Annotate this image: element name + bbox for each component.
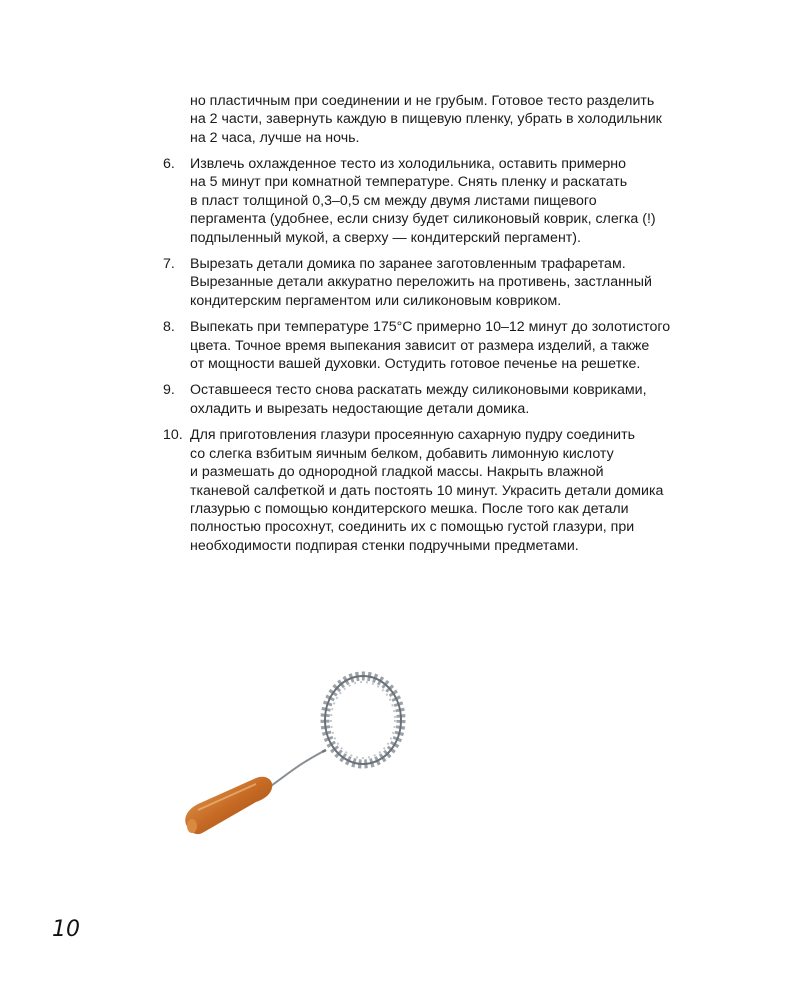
steps-list <box>163 155 723 563</box>
step-number: 9. <box>163 382 175 399</box>
text-line: подпыленный мукой, а сверху — кондитерский пергамент). <box>190 229 581 246</box>
step-9 <box>163 381 723 418</box>
text-line: необходимости подпирая стенки подручными предметами. <box>190 537 579 554</box>
step-number: 8. <box>163 319 175 336</box>
text-line: от мощности вашей духовки. Остудить готовое печенье на решетке. <box>190 356 641 373</box>
step-8 <box>163 318 723 373</box>
step-number: 7. <box>163 256 175 273</box>
text-line: на 5 минут при комнатной температуре. Снять пленку и раскатать <box>190 174 628 191</box>
text-line: Оставшееся тесто снова раскатать между силиконовыми ковриками, <box>190 382 647 399</box>
whisk-icon <box>176 670 426 850</box>
text-line: Вырезанные детали аккуратно переложить на противень, застланный <box>190 274 652 291</box>
text-line: в пласт толщиной 0,3–0,5 см между двумя листами пищевого <box>190 192 597 209</box>
page-number: 10 <box>52 917 80 942</box>
text-line: тканевой салфеткой и дать постоять 10 минут. Украсить детали домика <box>190 482 664 499</box>
text-line: Для приготовления глазури просеянную сахарную пудру соединить <box>190 427 635 444</box>
step-number: 10. <box>163 427 183 444</box>
text-line: цвета. Точное время выпекания зависит от размера изделий, а также <box>190 337 650 354</box>
text-line: Вырезать детали домика по заранее заготовленным трафаретам. <box>190 256 626 273</box>
text-line: и размешать до однородной гладкой массы. Накрыть влажной <box>190 464 604 481</box>
text-line: кондитерским пергаментом или силиконовым ковриком. <box>190 292 562 309</box>
text-line: но пластичным при соединении и не грубым. Готовое тесто разделить <box>190 93 655 109</box>
text-line: Извлечь охлажденное тесто из холодильника, оставить примерно <box>190 156 626 172</box>
continuation-paragraph <box>190 92 710 147</box>
text-line: полностью просохнут, соединить их с помощью густой глазури, при <box>190 519 635 536</box>
step-number: 6. <box>163 156 175 172</box>
text-line: со слегка взбитым яичным белком, добавить лимонную кислоту <box>190 445 614 462</box>
step-6 <box>163 155 723 247</box>
text-line: на 2 части, завернуть каждую в пищевую пленку, убрать в холодильник <box>190 111 662 128</box>
step-10 <box>163 426 723 555</box>
text-line: глазурью с помощью кондитерского мешка. После того как детали <box>190 500 629 517</box>
step-7 <box>163 255 723 310</box>
text-line: Выпекать при температуре 175°С примерно 10–12 минут до золотистого <box>190 319 671 336</box>
text-line: охладить и вырезать недостающие детали домика. <box>190 400 530 417</box>
text-line: пергамента (удобнее, если снизу будет силиконовый коврик, слегка (!) <box>190 211 656 228</box>
text-line: на 2 часа, лучше на ночь. <box>190 129 360 146</box>
